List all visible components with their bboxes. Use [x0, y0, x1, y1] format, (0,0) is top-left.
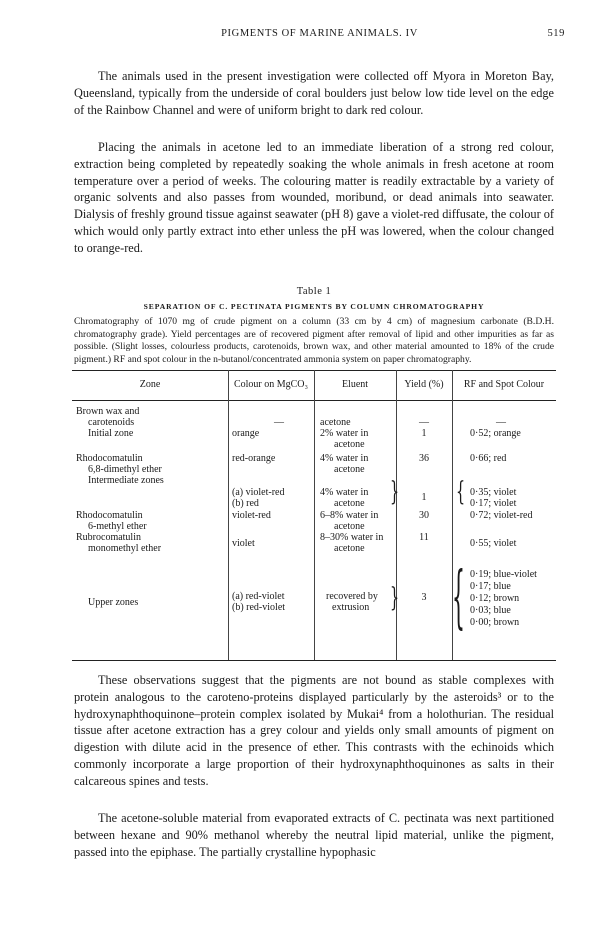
chromatography-table — [72, 370, 556, 661]
yield-cell: 1 — [421, 492, 427, 503]
colour-cell: (b) red — [232, 498, 259, 509]
eluent-cell: extrusion — [332, 602, 370, 613]
eluent-cell: 2% water in — [320, 428, 369, 439]
running-head-title: PIGMENTS OF MARINE ANIMALS. IV — [221, 28, 418, 39]
zone-cell: Rubrocomatulin — [76, 532, 141, 543]
eluent-cell: 8–30% water in — [320, 532, 384, 543]
colour-cell: orange — [232, 428, 260, 439]
eluent-cell: acetone — [334, 498, 365, 509]
header-eluent: Eluent — [341, 379, 369, 390]
colour-cell: — — [274, 417, 284, 428]
zone-cell: Rhodocomatulin — [76, 510, 143, 521]
rf-cell: 0·19; blue-violet — [470, 569, 537, 580]
eluent-cell: 6–8% water in — [320, 510, 379, 521]
zone-cell: Intermediate zones — [88, 475, 164, 486]
zone-cell: Upper zones — [88, 597, 139, 608]
zone-cell: 6-methyl ether — [88, 521, 147, 532]
yield-cell: — — [419, 417, 429, 428]
colour-cell: (b) red-violet — [232, 602, 286, 613]
yield-cell: 3 — [421, 592, 427, 603]
yield-cell: 30 — [419, 510, 429, 521]
page-number: 519 — [547, 28, 565, 39]
table-bottom-rule — [72, 660, 556, 661]
zone-cell: 6,8-dimethyl ether — [88, 464, 162, 475]
colour-cell: (a) violet-red — [232, 487, 285, 498]
colour-cell: (a) red-violet — [232, 591, 285, 602]
rf-cell: 0·52; orange — [470, 428, 521, 439]
yield-cell: 36 — [419, 453, 429, 464]
eluent-cell: 4% water in — [320, 487, 369, 498]
column-divider — [228, 370, 229, 660]
eluent-cell: 4% water in — [320, 453, 369, 464]
zone-cell: Initial zone — [88, 428, 134, 439]
rf-cell: 0·55; violet — [470, 538, 517, 549]
zone-cell: Rhodocomatulin — [76, 453, 143, 464]
header-colour: Colour on MgCO₃ — [233, 379, 309, 390]
rf-cell: 0·03; blue — [470, 605, 511, 616]
column-divider — [314, 370, 315, 660]
table-number: Table 1 — [296, 286, 332, 297]
brace-left-icon: { — [456, 477, 466, 507]
zone-cell: carotenoids — [88, 417, 135, 428]
colour-cell: violet-red — [232, 510, 271, 521]
colour-cell: red-orange — [232, 453, 276, 464]
zone-cell: Brown wax and — [76, 406, 140, 417]
rf-cell: 0·12; brown — [470, 593, 520, 604]
rf-cell: 0·66; red — [470, 453, 507, 464]
colour-cell: violet — [232, 538, 255, 549]
yield-cell: 11 — [419, 532, 429, 543]
zone-cell: monomethyl ether — [88, 543, 162, 554]
eluent-cell: recovered by — [326, 591, 378, 602]
brace-right-icon: } — [390, 583, 400, 613]
paragraph-observations: These observations suggest that the pigments are not bound as stable complexes with protein analogous to the caroteno-proteins displayed particularly by the asteroids³ or to the hydroxynaphthoquinone–protein complex isolated by Mukai⁴ from a holothurian. The residual tissue after acetone extraction has a grey colour and yields only small amounts of pigment on digestion with dilute acid in the presence of ether. This contrasts with the echinoids which commonly incorporate a large proportion of their hydroxynaphthoquinones as salts in their calcareous spines and tests. — [74, 673, 554, 788]
eluent-cell: acetone — [320, 417, 351, 428]
eluent-cell: acetone — [334, 439, 365, 450]
eluent-cell: acetone — [334, 543, 365, 554]
header-yield: Yield (%) — [404, 379, 444, 390]
brace-right-icon: } — [390, 477, 400, 507]
paragraph-extraction: Placing the animals in acetone led to an immediate liberation of a strong red colour, extraction being completed by repeatedly soaking the whole animals in fresh acetone at room temperature over a period of weeks. The colouring matter is readily extractable by a variety of organic solvents and also passes from wounded, moribund, or dead animals into seawater. Dialysis of freshly ground tissue against seawater (pH 8) gave a violet-red diffusate, the colour of which would only partly extract into ether unless the pH was lowered, when the colour changed to orange-red. — [74, 140, 554, 255]
header-zone: Zone — [139, 379, 161, 390]
eluent-cell: acetone — [334, 464, 365, 475]
rf-cell: 0·72; violet-red — [470, 510, 533, 521]
rf-cell: — — [496, 417, 506, 428]
rf-cell: 0·17; blue — [470, 581, 511, 592]
paragraph-collection-site: The animals used in the present investigation were collected off Myora in Moreton Bay, Queensland, typically from the underside of coral boulders just below low tide level on the edge of the Rainbow Channel and were of uniform bright to dark red colour. — [74, 69, 554, 117]
header-rf: RF and Spot Colour — [463, 379, 545, 390]
running-head — [74, 28, 565, 44]
table-caption: Chromatography of 1070 mg of crude pigment on a column (33 cm by 4 cm) of magnesium carbonate (B.D.H. chromatography grade). Yield percentages are of recovered pigment after removal of lipid and other impurities as far as possible. (Slight losses, colourless products, carotenoids, brown wax, and other material amounted to 18% of the crude pigment.) RF and spot colour in the n-butanol/concentrated ammonia system on paper chromatography. — [74, 316, 554, 365]
rf-cell: 0·00; brown — [470, 617, 520, 628]
rf-cell: 0·17; violet — [470, 498, 517, 509]
yield-cell: 1 — [421, 428, 427, 439]
brace-left-icon: { — [452, 558, 465, 637]
paragraph-partition: The acetone-soluble material from evaporated extracts of C. pectinata was next partitioned between hexane and 90% methanol whereby the neutral lipid material, unlike the pigment, passed into the epiphase. The partially crystalline hypophasic — [74, 811, 554, 859]
table-title: SEPARATION OF C. PECTINATA PIGMENTS BY COLUMN CHROMATOGRAPHY — [143, 302, 485, 311]
eluent-cell: acetone — [334, 521, 365, 532]
rf-cell: 0·35; violet — [470, 487, 517, 498]
